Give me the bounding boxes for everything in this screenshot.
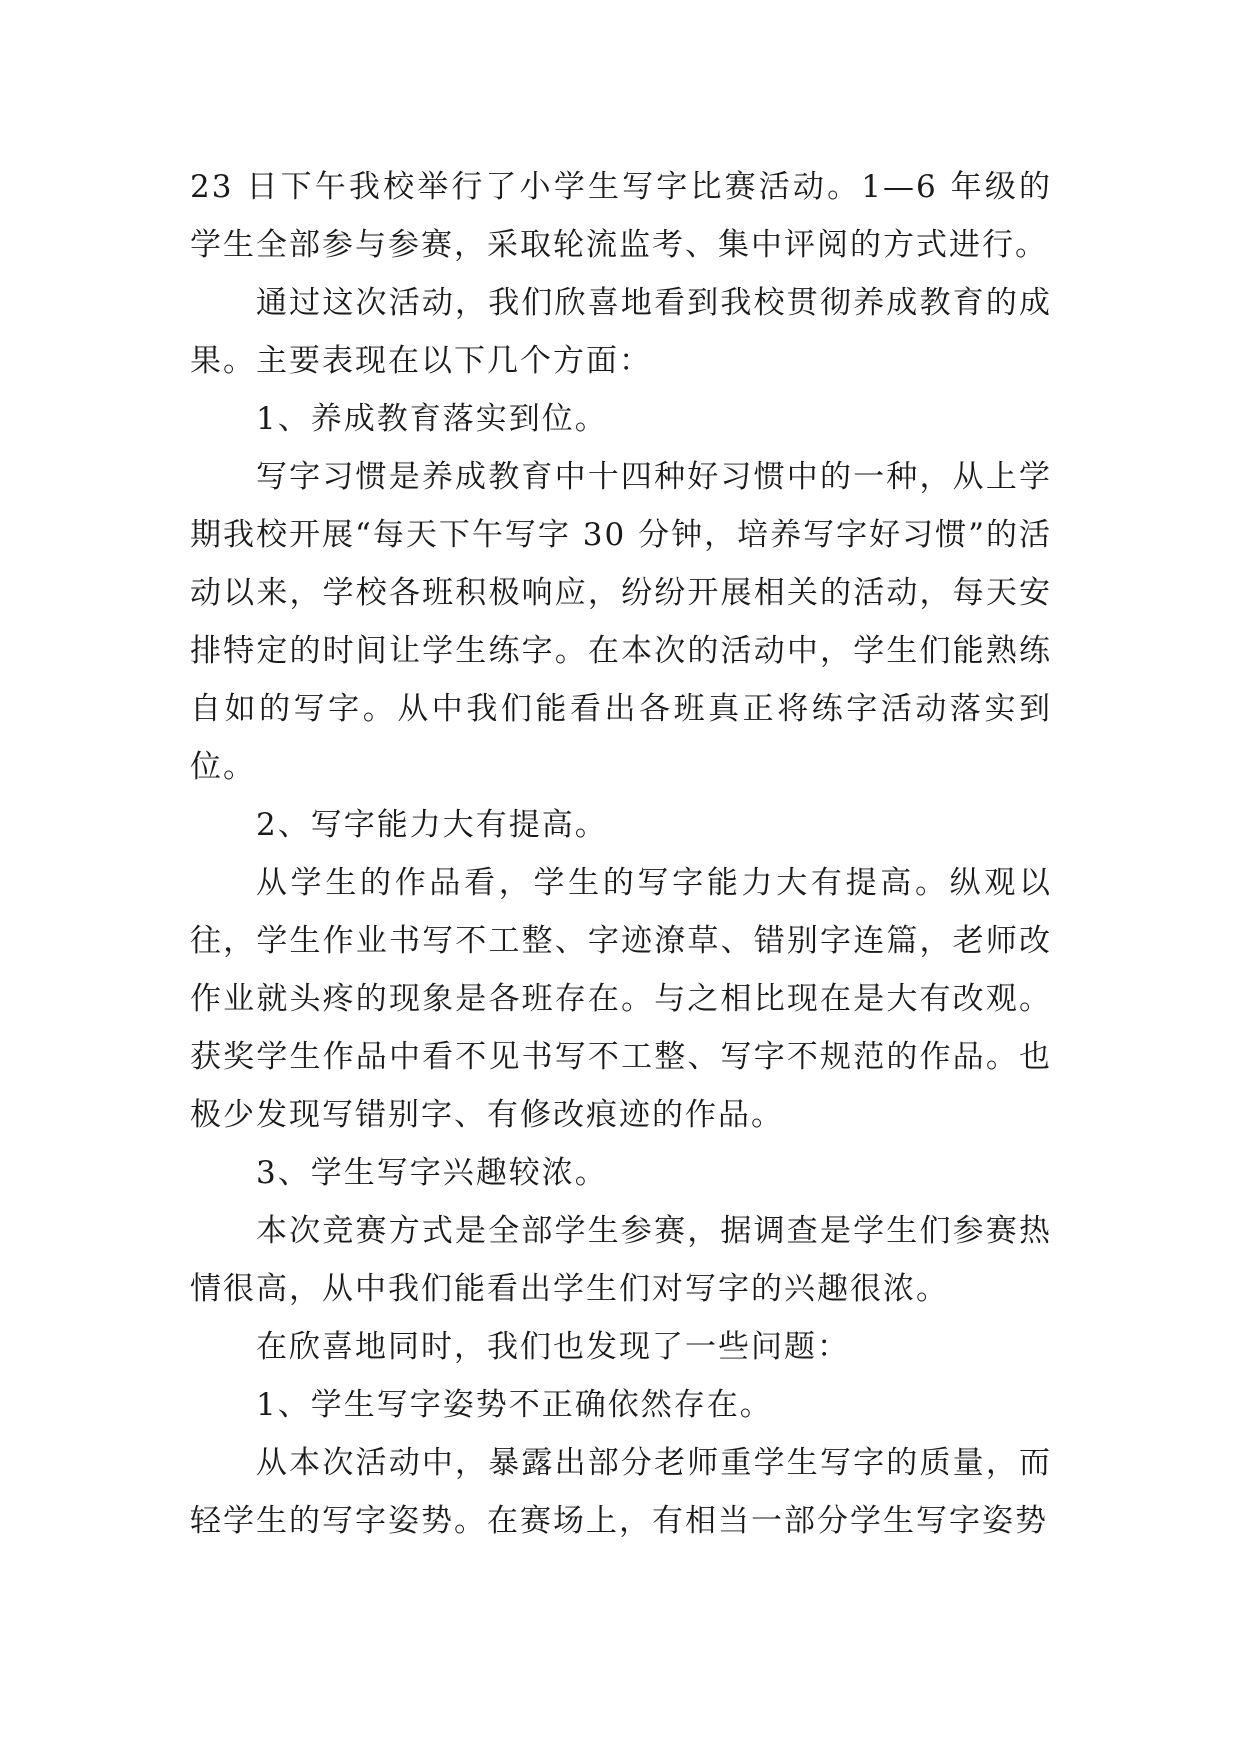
section-heading: 3、学生写字兴趣较浓。 — [256, 1155, 608, 1191]
paragraph: 写字习惯是养成教育中十四种好习惯中的一种，从上学期我校开展“每天下午写字 30 分钟，培养写字好习惯”的活动以来，学校各班积极响应，纷纷开展相关的活动，每天安排特定的时间让学生练字。在本次的活动中，学生们能熟练自如的写字。从中我们能看出各班真正将练字活动落实到位。 — [190, 459, 1052, 785]
section-heading: 1、学生写字姿势不正确依然存在。 — [256, 1387, 773, 1423]
paragraph: 23 日下午我校举行了小学生写字比赛活动。1—6 年级的学生全部参与参赛，采取轮流监考、集中评阅的方式进行。 — [190, 169, 1052, 263]
paragraph: 从本次活动中，暴露出部分老师重学生写字的质量，而轻学生的写字姿势。在赛场上，有相当一部分学生写字姿势 — [190, 1445, 1052, 1539]
paragraph: 通过这次活动，我们欣喜地看到我校贯彻养成教育的成果。主要表现在以下几个方面： — [190, 285, 1052, 379]
paragraph: 本次竞赛方式是全部学生参赛，据调查是学生们参赛热情很高，从中我们能看出学生们对写字的兴趣很浓。 — [190, 1213, 1052, 1307]
paragraph: 在欣喜地同时，我们也发现了一些问题： — [256, 1329, 850, 1365]
section-heading: 1、养成教育落实到位。 — [256, 401, 608, 437]
document-body — [190, 158, 1052, 1550]
section-heading: 2、写字能力大有提高。 — [256, 807, 608, 843]
paragraph: 从学生的作品看，学生的写字能力大有提高。纵观以往，学生作业书写不工整、字迹潦草、错别字连篇，老师改作业就头疼的现象是各班存在。与之相比现在是大有改观。获奖学生作品中看不见书写不工整、写字不规范的作品。也极少发现写错别字、有修改痕迹的作品。 — [190, 865, 1052, 1133]
